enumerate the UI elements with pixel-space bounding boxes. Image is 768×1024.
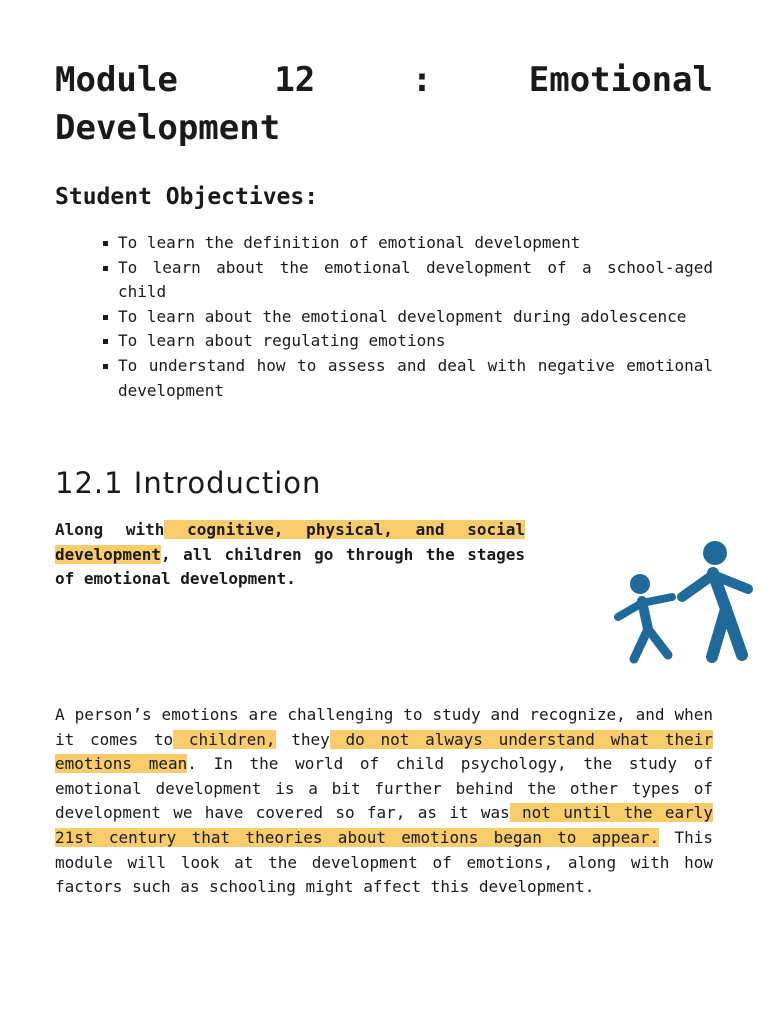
lead-paragraph xyxy=(55,518,525,592)
body-paragraph xyxy=(55,703,713,900)
objective-item: To learn about the emotional development during adolescence xyxy=(101,305,713,330)
highlighted-text: cognitive, physical, and social development xyxy=(55,520,526,564)
title-word: : xyxy=(411,60,433,100)
objectives-list xyxy=(101,231,713,403)
title-line-2: Development xyxy=(55,108,281,148)
body-text: . In the world of child psychology, the study of emotional development is a bit further behind the other types of development we have covered so far, as it was xyxy=(55,754,713,823)
title-word: 12 xyxy=(274,60,316,100)
highlighted-text: not until the early 21st century that theories about emotions began to appear. xyxy=(55,803,713,847)
body-text: This module will look at the development of emotions, along with how factors such as schooling might affect this development. xyxy=(55,827,714,897)
lead-text: , all children go through the stages of emotional development. xyxy=(55,544,525,589)
title-word: Module xyxy=(55,60,178,100)
lead-text: Along with xyxy=(55,520,165,539)
title-word: Emotional xyxy=(528,60,713,100)
highlighted-text: do not always understand what their emotions mean xyxy=(55,729,714,774)
highlighted-text: children, xyxy=(173,729,276,749)
objective-item: To understand how to assess and deal with negative emotional development xyxy=(101,354,713,403)
objective-item: To learn about regulating emotions xyxy=(101,329,713,354)
body-text: A person’s emotions are challenging to study and recognize, and when it comes to xyxy=(55,705,713,749)
adult-and-child-icon xyxy=(608,537,768,672)
objective-item: To learn the definition of emotional development xyxy=(101,231,713,256)
objectives-heading: Student Objectives: xyxy=(55,184,319,210)
objective-item: To learn about the emotional development of a school-aged child xyxy=(101,256,713,305)
section-heading: 12.1 Introduction xyxy=(55,466,322,500)
body-text: they xyxy=(275,729,330,749)
module-title xyxy=(55,56,713,152)
